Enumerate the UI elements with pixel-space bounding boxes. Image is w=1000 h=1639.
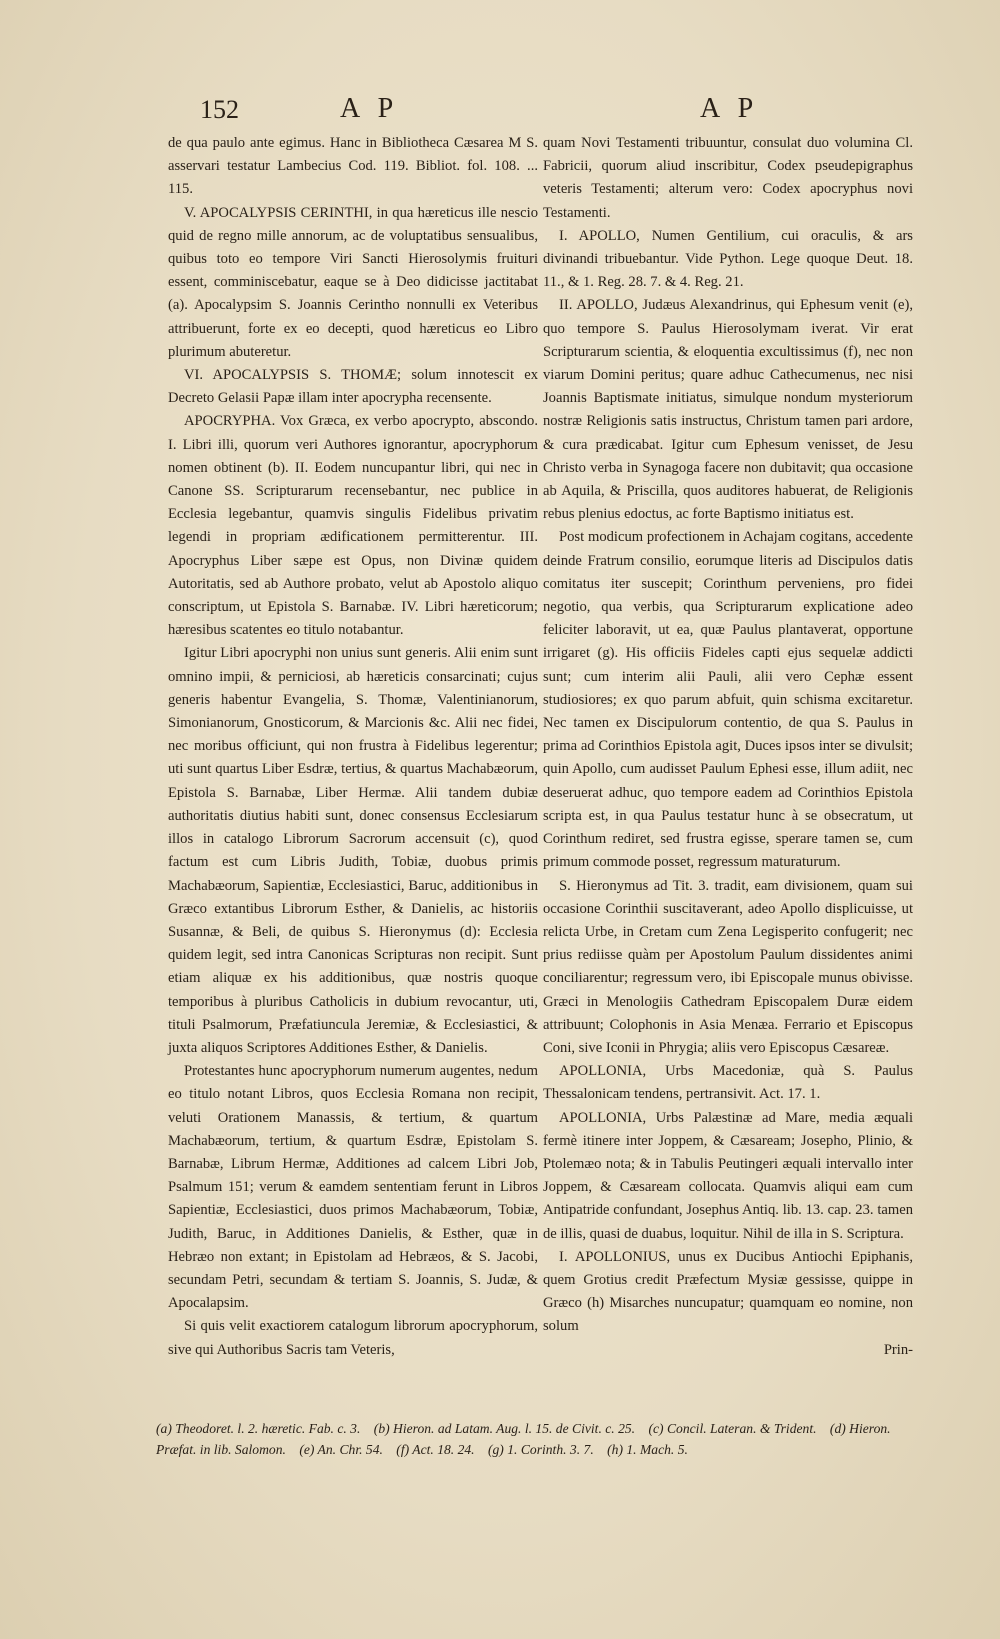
paragraph: quam Novi Testamenti tribuuntur, consulat duo volumina Cl. Fabricii, quorum aliud inscribitur, Codex pseudepigraphus veteris Testamenti; alterum vero: Codex apocryphus novi Testamenti. (543, 135, 913, 221)
catchword: Prin- (883, 1341, 913, 1358)
footnote: (c) Concil. Lateran. & Trident. (648, 1421, 817, 1436)
left-column (168, 132, 538, 1362)
footnote: (f) Act. 18. 24. (396, 1442, 475, 1457)
paragraph: Si quis velit exactiorem catalogum librorum apocryphorum, sive qui Authoribus Sacris tam Veteris, (168, 1318, 538, 1358)
running-header (200, 95, 840, 129)
entry-apollo-numen: I. APOLLO, Numen Gentilium, cui oraculis, & ars divinandi tribuebantur. Vide Python. Lege quoque Deut. 18. 11., & 1. Reg. 28. 7. & 4. Reg. 21. (543, 227, 913, 291)
footnote: (h) 1. Mach. 5. (607, 1442, 688, 1457)
entry-apollonius: I. APOLLONIUS, unus ex Ducibus Antiochi Epiphanis, quem Grotius credit Præfectum Mysiæ gessisse, quippe in Græco (h) Misarches nuncupatur; quamquam eo nomine, non solum (543, 1248, 913, 1335)
paragraph: S. Hieronymus ad Tit. 3. tradit, eam divisionem, quam sui occasione Corinthii suscitaverant, adeo Apollo displicuisse, ut relicta Urbe, in Cretam cum Zena Legisperito confugerit; nec prius rediisse quàm per Apostolum Paulum dissidentes animi conciliarentur; regressum vero, ibi Episcopale munus obivisse. Græci in Menologiis Cathedram Episcopalem Duræ eidem attribuunt; Colophonis in Asia Menæa. Ferrario et Episcopus Coni, sive Iconii in Phrygia; aliis vero Episcopus Cæsareæ. (543, 877, 913, 1056)
footnote: (d) Hieron. Præfat. in lib. Salomon. (156, 1421, 891, 1457)
footnote: (e) An. Chr. 54. (299, 1442, 383, 1457)
paragraph: Igitur Libri apocryphi non unius sunt generis. Alii enim sunt omnino impii, & perniciosi, ab hæreticis consarcinati; cujus generis habentur Evangelia, S. Thomæ, Valentinianorum, Simonianorum, Gnosticorum, & Marcionis &c. Alii nec fidei, nec moribus officiunt, qui non frustra à Fidelibus legerentur; uti sunt quartus Liber Esdræ, tertius, & quartus Machabæorum, Epistola S. Barnabæ, Liber Hermæ. Alii tandem dubiæ authoritatis diutius habiti sunt, donec consensus Ecclesiarum illos in catalogo Librorum Sacrorum accensuit (c), quod factum est cum Libris Judith, Tobiæ, duobus primis Machabæorum, Sapientiæ, Ecclesiastici, Baruc, additionibus in Græco extantibus Librorum Esther, & Danielis, ac historiis Susannæ, & Beli, de quibus S. Hieronymus (d): Ecclesia quidem legit, sed intra Canonicas Scripturas non recipit. Sunt etiam aliquæ ex his additionibus, quæ nostris quoque temporibus à pluribus Catholicis in dubium revocantur, uti, tituli Psalmorum, Præfatiuncula Jeremiæ, & Ecclesiastici, & juxta aliquos Scriptores Additiones Esther, & Danielis. (168, 645, 538, 1056)
entry-apocalypsis-thomae: VI. APOCALYPSIS S. THOMÆ; solum innotescit ex Decreto Gelasii Papæ illam inter apocrypha recensente. (168, 367, 538, 407)
entry-apollonia-macedoniae: APOLLONIA, Urbs Macedoniæ, quà S. Paulus Thessalonicam tendens, pertransivit. Act. 17. 1. (543, 1063, 913, 1103)
footnotes (156, 1418, 916, 1460)
footnote: (a) Theodoret. l. 2. hæretic. Fab. c. 3. (156, 1421, 361, 1436)
right-running-title: A P (700, 93, 760, 124)
paragraph: de qua paulo ante egimus. Hanc in Bibliotheca Cæsarea M S. asservari testatur Lambecius Cod. 119. Bibliot. fol. 108. ... 115. (168, 135, 538, 198)
paragraph: Post modicum profectionem in Achajam cogitans, accedente deinde Fratrum consilio, eorumque literis ad Discipulos datis comitatus iter suscepit; Corinthum perveniens, pro fidei negotio, qua verbis, qua Scripturarum explicatione adeo feliciter laboravit, ut ea, quæ Paulus plantaverat, opportune irrigaret (g). His officiis Fideles capti ejus sequelæ addicti sunt; cum interim alii Pauli, alii vero Cephæ essent studiosiores; ex quo parum abfuit, quin schisma excitaretur. Nec tamen ex Discipulorum contentio, de qua S. Paulus in prima ad Corinthios Epistola agit, Duces ipsos inter se divulsit; quin Apollo, cum audisset Paulum Ephesi esse, illum adiit, nec deseruerat adhuc, quo tempore eadem ad Corinthios Epistola scripta est, in qua Paulus testatur hunc à se obsecratum, ut Corinthum rediret, sed frustra egisse, sperare tamen se, cum primum commode posset, regressum maturaturum. (543, 529, 913, 871)
entry-apocalypsis-cerinthi: V. APOCALYPSIS CERINTHI, in qua hæreticus ille nescio quid de regno mille annorum, ac de voluptatibus sensualibus, quibus toto eo tempore Viri Sancti Hierosolymis fruituri essent, comminiscebatur, eaque se à Deo didicisse jactitabat (a). Apocalypsim S. Joannis Cerintho nonnulli ex Veteribus attribuerunt, forte ex eo decepti, quod hæreticus eo Libro plurimum abuteretur. (168, 204, 538, 360)
right-column (543, 132, 913, 1362)
page-number: 152 (200, 95, 239, 124)
entry-apollo-judaeus: II. APOLLO, Judæus Alexandrinus, qui Ephesum venit (e), quo tempore S. Paulus Hierosolymam iverat. Vir erat Scripturarum scientia, & eloquentia excultissimus (f), nec non viarum Domini peritus; quare adhuc Cathecumenus, nec nisi Joannis Baptismate initiatus, simulque nondum mysteriorum nostræ Religionis satis instructus, Christum tamen pari ardore, & cura prædicabat. Igitur cum Ephesum venisset, de Jesu Christo verba in Synagoga facere non dubitavit; qua occasione ab Aquila, & Priscilla, quos auditores habuerat, de Religionis rebus plenius edoctus, ac forte Baptismo initiatus est. (543, 297, 913, 523)
paragraph: Protestantes hunc apocryphorum numerum augentes, nedum eo titulo notant Libros, quos Ecclesia Romana non recipit, veluti Orationem Manassis, & tertium, & quartum Machabæorum, tertium, & quartum Esdræ, Epistolam S. Barnabæ, Librum Hermæ, Additiones ad calcem Libri Job, Psalmum 151; verum & eamdem sententiam ferunt in Libros Sapientiæ, Ecclesiastici, duos primos Machabæorum, Tobiæ, Judith, Baruc, in Additiones Danielis, & Esther, quæ in Hebræo non extant; in Epistolam ad Hebræos, & S. Jacobi, secundam Petri, secundam & tertiam S. Joannis, S. Judæ, & Apocalapsim. (168, 1063, 538, 1312)
footnote: (b) Hieron. ad Latam. Aug. l. 15. de Civit. c. 25. (373, 1421, 636, 1436)
entry-apollonia-palaestinae: APOLLONIA, Urbs Palæstinæ ad Mare, media æquali fermè itinere inter Joppem, & Cæsaream; Josepho, Plinio, & Ptolemæo nota; & in Tabulis Peutingeri æquali intervallo inter Joppem, & Cæsaream collocata. Quamvis aliqui eam cum Antipatride confundant, Josephus Antiq. lib. 13. cap. 23. tamen de illis, quasi de duabus, loquitur. Nihil de illa in S. Scriptura. (543, 1109, 913, 1242)
entry-apocrypha: APOCRYPHA. Vox Græca, ex verbo apocrypto, abscondo. I. Libri illi, quorum veri Authores ignorantur, apocryphorum nomen obtinent (b). II. Eodem nuncupantur libri, qui nec in Canone SS. Scripturarum recensebantur, nec publice in Ecclesia legebantur, quamvis singulis Fidelibus privatim legendi in propriam ædificationem permitterentur. III. Apocryphus Liber sæpe est Opus, non Divinæ quidem Autoritatis, sed ab Authore probato, velut ab Apostolo aliquo conscriptum, ut Epistola S. Barnabæ. IV. Libri hæreticorum; hæresibus scatentes eo titulo notabantur. (168, 413, 538, 639)
left-running-title: A P (340, 93, 400, 124)
footnote: (g) 1. Corinth. 3. 7. (487, 1442, 594, 1457)
